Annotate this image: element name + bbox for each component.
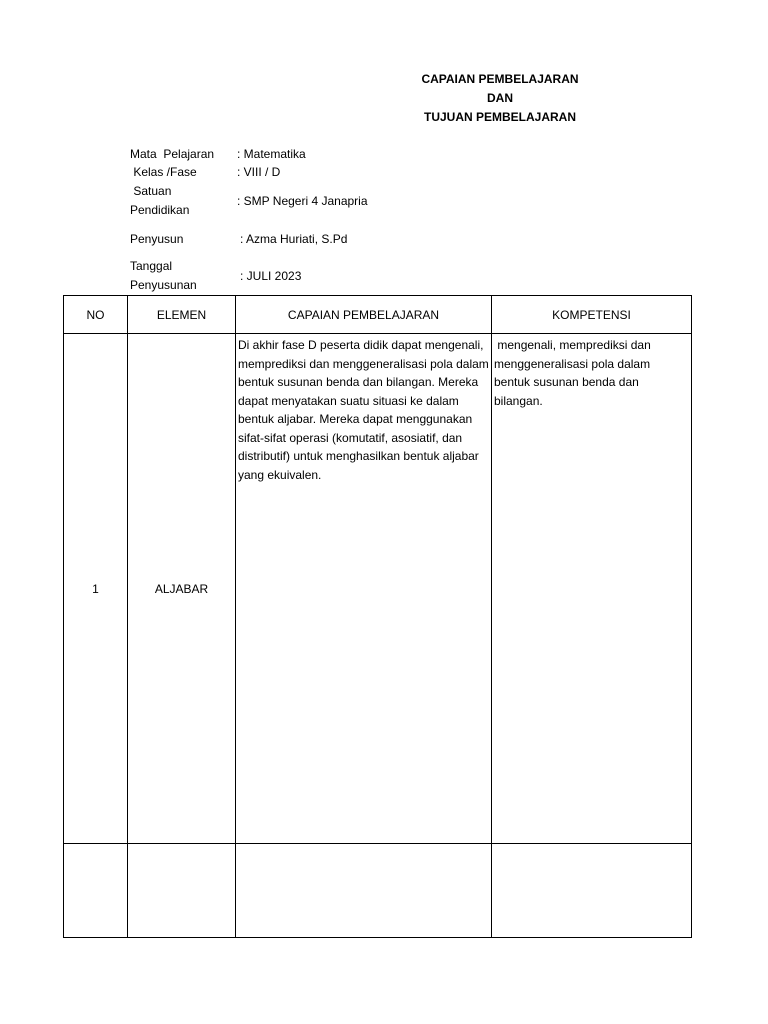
cell-no: 1 (64, 334, 128, 844)
tanggal-label-2: Penyusunan (130, 278, 197, 292)
cell-capaian (236, 844, 492, 938)
penyusun-label: Penyusun (130, 232, 184, 246)
cell-kompetensi (492, 844, 692, 938)
title-line-1: CAPAIAN PEMBELAJARAN (421, 72, 579, 86)
table-row (64, 334, 692, 844)
document-title (420, 70, 580, 127)
satuan-label-2: Pendidikan (130, 203, 190, 217)
mapel-label: Mata Pelajaran (130, 147, 215, 161)
kelas-label: Kelas /Fase (130, 165, 197, 179)
cell-kompetensi: mengenali, memprediksi dan menggeneralisasi pola dalam bentuk susunan benda dan bilangan. (492, 334, 692, 844)
cp-table (63, 295, 692, 938)
kelas-value: : VIII / D (237, 165, 281, 179)
title-line-3: TUJUAN PEMBELAJARAN (423, 110, 576, 124)
satuan-label-1: Satuan (130, 184, 172, 198)
cell-no (64, 844, 128, 938)
cell-elemen (128, 844, 236, 938)
penyusun-value: : Azma Huriati, S.Pd (240, 232, 348, 246)
header-kompetensi: KOMPETENSI (492, 296, 692, 334)
cell-elemen: ALJABAR (128, 334, 236, 844)
mapel-value: : Matematika (237, 147, 306, 161)
table-row (64, 844, 692, 938)
header-no: NO (64, 296, 128, 334)
header-elemen: ELEMEN (128, 296, 236, 334)
tanggal-value: : JULI 2023 (240, 269, 302, 283)
title-line-2: DAN (487, 91, 513, 105)
tanggal-label-1: Tanggal (130, 259, 173, 273)
cell-capaian: Di akhir fase D peserta didik dapat mengenali, memprediksi dan menggeneralisasi pola dalam bentuk susunan benda dan bilangan. Mereka dapat menyatakan suatu situasi ke dalam bentuk aljabar. Mereka dapat menggunakan sifat-sifat operasi (komutatif, asosiatif, dan distributif) untuk menghasilkan bentuk aljabar yang ekuivalen. (236, 334, 492, 844)
header-capaian: CAPAIAN PEMBELAJARAN (236, 296, 492, 334)
table-header-row (64, 296, 692, 334)
satuan-value: : SMP Negeri 4 Janapria (237, 194, 368, 208)
